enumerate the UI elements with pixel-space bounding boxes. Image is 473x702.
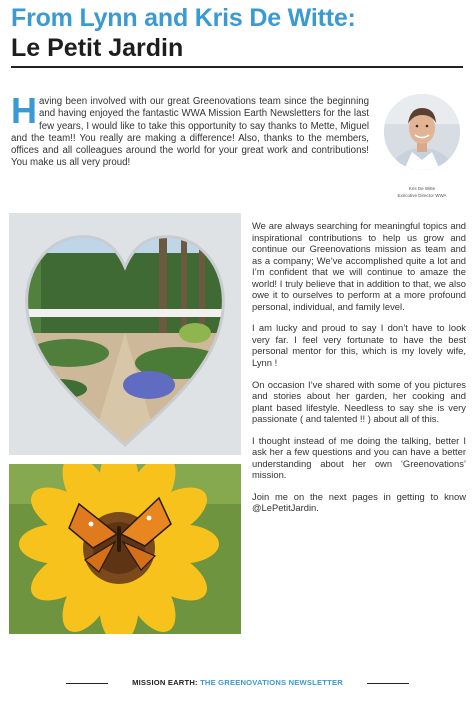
- portrait-photo: [384, 94, 460, 170]
- title-divider: [11, 66, 463, 68]
- footer-label-part2: THE GREENOVATIONS NEWSLETTER: [200, 678, 343, 687]
- intro-text: aving been involved with our great Greenovations team since the beginning and having enjoyed the fantastic WWA Mission Earth Newsletters for the last few years, I would like to take this opportunity to say thanks to Mette, Miguel and the team!! You really are making a difference! Also, thanks to the members, offices and all colleagues around the world for your great work and contributions! You make us all very proud!: [11, 96, 369, 169]
- drop-cap: H: [11, 90, 37, 131]
- newsletter-footer: [0, 678, 473, 690]
- portrait-caption-role: Executive Director WWA: [397, 193, 447, 198]
- heart-garden-image: [9, 213, 241, 455]
- page-title: [11, 3, 466, 63]
- body-paragraph-1: We are always searching for meaningful topics and inspirational contributions to help us grow and continue our Greenovations mission as team and as a company; We’ve accomplished quite a lot and I’m confident that we will continue to amaze the world! I truly believe that in addition to that, we also owe it to ourselves to perform at a more profound personal, individual, and family level.: [252, 220, 466, 312]
- title-line-2: Le Petit Jardin: [11, 34, 184, 62]
- footer-divider-right: [367, 683, 409, 684]
- heart-garden-photo: [9, 213, 241, 455]
- body-text-column: [252, 220, 466, 524]
- title-line-1: From Lynn and Kris De Witte:: [11, 4, 356, 32]
- portrait-caption-name: Kris De Witte: [408, 186, 436, 191]
- sunflower-butterfly-image: [9, 464, 241, 634]
- body-paragraph-2: I am lucky and proud to say I don’t have to look very far. I feel very fortunate to have the best personal mentor for this, which is my lovely wife, Lynn !: [252, 322, 466, 369]
- body-paragraph-3: On occasion I’ve shared with some of you pictures and stories about her garden, her cooking and plant based lifestyle. Needless to say she is very passionate ( and talented !! ) about all of this.: [252, 378, 466, 425]
- body-paragraph-4: I thought instead of me doing the talking, better I ask her a few questions and you can have a better understanding about her own ‘Greenovations’ mission.: [252, 434, 466, 481]
- footer-label: [108, 678, 367, 687]
- footer-label-part1: MISSION EARTH:: [132, 678, 201, 687]
- body-paragraph-5: Join me on the next pages in getting to know @LePetitJardin.: [252, 490, 466, 514]
- footer-divider-left: [66, 683, 108, 684]
- sunflower-butterfly-photo: [9, 464, 241, 634]
- portrait-image: [384, 94, 460, 170]
- intro-paragraph: [11, 90, 369, 170]
